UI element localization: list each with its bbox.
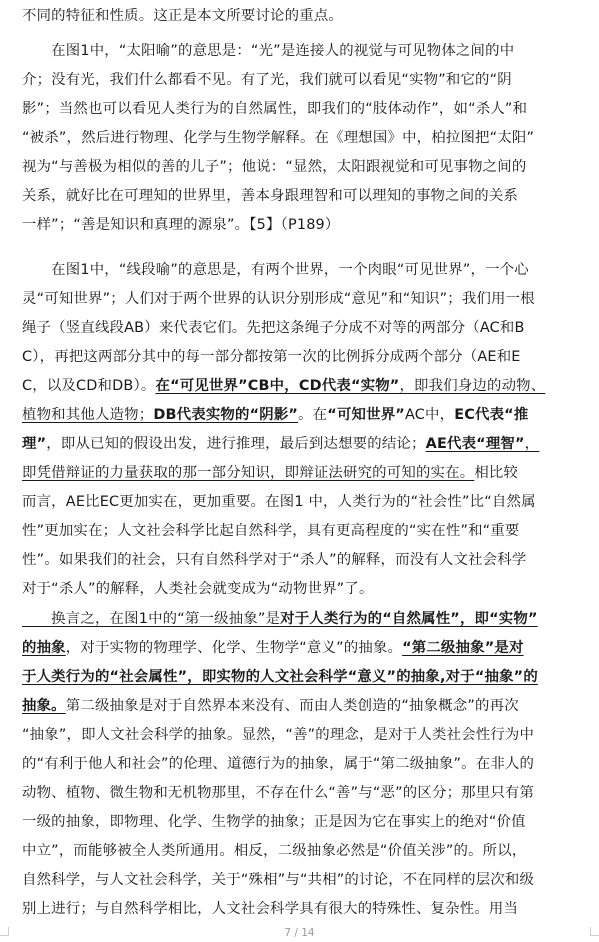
text-line xyxy=(22,605,538,634)
text-segment: ，对于实物的物理学、化学、生物学“意义”的抽象。 xyxy=(65,640,403,656)
emphasized-text: 抽象。 xyxy=(22,698,66,714)
text-segment: 动物、植物、微生物和无机物那里，不存在什么“善”与“恶”的区分；那里只有第 xyxy=(22,785,535,801)
emphasized-text: EC代表“推 xyxy=(454,407,529,423)
text-segment: C），再把这两部分其中的每一部分都按第一次的比例拆分成两个部分（AE和E xyxy=(22,349,521,365)
text-segment: 中立”，而能够被全人类所通用。相反，二级抽象必然是“价值关涉”的。所以， xyxy=(22,843,527,859)
text-line xyxy=(22,895,518,924)
emphasized-text: 在“可见世界”CB中，CD代表“实物” xyxy=(155,378,400,394)
text-segment: 。在 xyxy=(298,407,328,423)
text-segment: C，以及CD和DB）。 xyxy=(22,378,156,394)
text-line xyxy=(22,285,535,314)
text-line xyxy=(22,372,545,401)
emphasized-text: 即凭借辩证的力量获取的那一部分知识，即辩证法研究的可知的实在。 xyxy=(22,465,475,481)
text-line xyxy=(22,634,524,663)
text-line xyxy=(22,459,518,488)
text-line xyxy=(22,37,514,66)
text-line xyxy=(22,95,527,124)
text-line xyxy=(22,866,534,895)
text-segment: 不同的特征和性质。这正是本文所要讨论的重点。 xyxy=(22,8,343,24)
emphasized-text: 对于人类行为的“自然属性”，即“实物” xyxy=(280,611,538,627)
emphasized-text: 理” xyxy=(22,436,47,452)
page-indicator: 7 / 14 xyxy=(284,927,315,939)
text-segment: 视为“与善极为相似的善的儿子”；他说：“显然，太阳跟视觉和可见事物之间的 xyxy=(22,159,527,175)
emphasized-text: DB代表实物的“阴影” xyxy=(153,407,299,423)
text-segment: ，即从已知的假设出发，进行推理，最后到达想要的结论； xyxy=(46,436,426,452)
text-line xyxy=(22,2,343,31)
text-segment: 影”；当然也可以看见人类行为的自然属性，即我们的“肢体动作”，如“杀人”和 xyxy=(22,101,528,117)
text-line xyxy=(22,182,518,211)
text-segment: 对于“杀人”的解释，人类社会就变成为“动物世界”了。 xyxy=(22,581,374,597)
text-line xyxy=(22,779,534,808)
text-segment: “被杀”，然后进行物理、化学与生物学解释。在《理想国》中，柏拉图把“太阳” xyxy=(22,130,535,146)
emphasized-text: 换言之，在图1中的“第一级抽象”是 xyxy=(22,611,281,627)
text-segment: 相比较 xyxy=(474,465,519,481)
text-segment: 的“有利于他人和社会”的伦理、道德行为的抽象，属于“第二级抽象”。在非人的 xyxy=(22,756,535,772)
emphasized-text: 于人类行为的“社会属性”，即实物的人文社会科学“意义”的抽象,对于“抽象”的 xyxy=(22,669,538,685)
text-segment: 在图1中，“线段喻”的意思是，有两个世界，一个肉眼“可见世界”，一个心 xyxy=(22,262,529,278)
emphasized-text: 植物和其他人造物； xyxy=(22,407,154,423)
text-segment: 别上进行；与自然科学相比，人文社会科学具有很大的特殊性、复杂性。用当 xyxy=(22,901,519,917)
text-segment: 性”更加实在；人文社会科学比起自然科学，具有更高程度的“实在性”和“重要 xyxy=(22,523,520,539)
text-line xyxy=(22,66,512,95)
text-line xyxy=(22,314,525,343)
text-line xyxy=(22,343,521,372)
emphasized-text: 的抽象 xyxy=(22,640,66,656)
text-line xyxy=(22,663,538,692)
text-line xyxy=(22,401,528,430)
text-segment: 一级的抽象，即物理、化学、生物学的抽象；正是因为它在事实上的绝对“价值 xyxy=(22,814,526,830)
text-segment: 自然科学，与人文社会科学，关于“殊相”与“共相”的讨论，不在同样的层次和级 xyxy=(22,872,535,888)
text-segment: 而言，AE比EC更加实在，更加重要。在图1 中，人类行为的“社会性”比“自然属 xyxy=(22,494,536,510)
text-line xyxy=(22,750,534,779)
scan-edge-mark-right xyxy=(590,927,599,936)
text-line xyxy=(22,517,520,546)
text-line xyxy=(22,124,534,153)
text-segment: 性”。如果我们的社会，只有自然科学对于“杀人”的解释，而没有人文社会科学 xyxy=(22,552,527,568)
emphasized-text: “第二级抽象”是对 xyxy=(402,640,524,656)
scan-edge-mark-left xyxy=(0,927,9,936)
text-line xyxy=(22,153,526,182)
emphasized-text: ， xyxy=(524,436,540,452)
emphasized-text: ，即我们身边的动物、 xyxy=(399,378,546,394)
emphasized-text: “可知世界” xyxy=(327,407,405,423)
text-segment: 在图1中，“太阳喻”的意思是：“光”是连接人的视觉与可见物体之间的中 xyxy=(22,43,515,59)
text-line xyxy=(22,211,340,240)
text-line xyxy=(22,575,374,604)
text-segment: “抽象”，即人文社会科学的抽象。显然，“善”的理念，是对于人类社会性行为中 xyxy=(22,727,535,743)
text-line xyxy=(22,546,526,575)
emphasized-text: AE代表“理智” xyxy=(425,436,525,452)
text-line xyxy=(22,430,539,459)
text-line xyxy=(22,721,534,750)
text-segment: AC中， xyxy=(404,407,455,423)
text-line xyxy=(22,692,519,721)
text-line xyxy=(22,837,526,866)
text-segment: 第二级抽象是对于自然界本来没有、而由人类创造的“抽象概念”的再次 xyxy=(65,698,519,714)
text-segment: 灵“可知世界”；人们对于两个世界的认识分别形成“意见”和“知识”；我们用一根 xyxy=(22,291,535,307)
text-segment: 一样”；“善是知识和真理的源泉”。【5】（P189） xyxy=(22,217,340,233)
text-segment: 介；没有光，我们什么都看不见。有了光，我们就可以看见“实物”和它的“阴 xyxy=(22,72,512,88)
text-segment: 绳子（竖直线段AB）来代表它们。先把这条绳子分成不对等的两部分（AC和B xyxy=(22,320,525,336)
text-line xyxy=(22,256,529,285)
text-line xyxy=(22,808,526,837)
text-line xyxy=(22,488,536,517)
text-segment: 关系，就好比在可理知的世界里，善本身跟理智和可以理知的事物之间的关系 xyxy=(22,188,519,204)
